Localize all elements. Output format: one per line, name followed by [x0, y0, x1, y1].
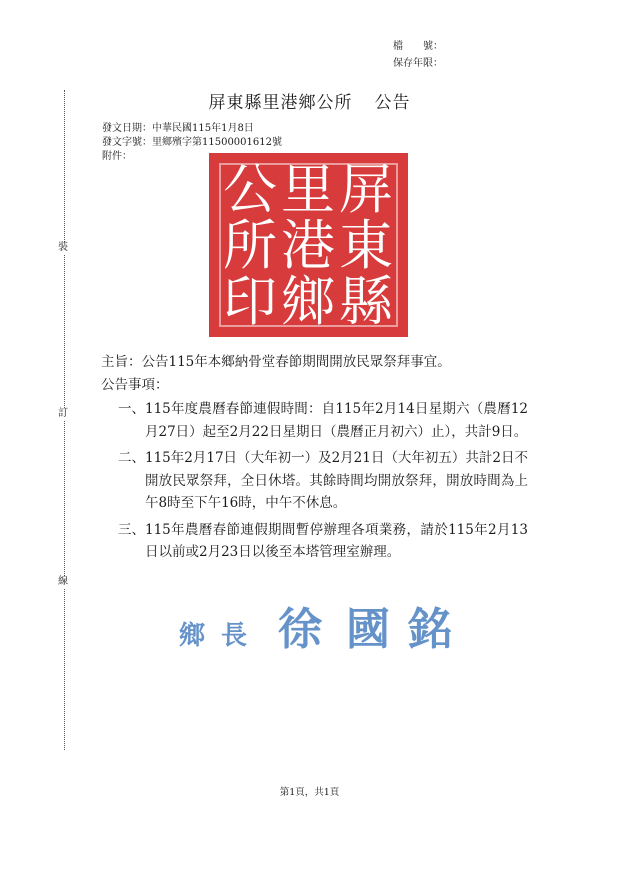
mayor-signature-stamp [168, 598, 468, 654]
seal-glyph: 縣 [339, 270, 393, 333]
announcement-heading: 公告事項： [101, 377, 169, 393]
seal-glyph: 公 [223, 158, 277, 221]
seal-glyph: 里 [281, 158, 335, 221]
seal-glyph: 所 [223, 214, 277, 277]
item-text: 115年度農曆春節連假時間：自115年2月14日星期六（農曆12月27日）起至2月22日星期日（農曆正月初六）止），共計9日。 [145, 401, 528, 440]
page-number: 第1頁，共1頁 [279, 787, 340, 798]
page-title [0, 88, 619, 113]
document-number: 發文字號：里鄉殯字第11500001612號 [102, 137, 282, 148]
binding-mark: 裝 [58, 242, 68, 253]
file-meta [393, 38, 443, 72]
binding-mark: 線 [58, 576, 68, 587]
seal-glyph: 東 [339, 214, 393, 277]
announcement-item [118, 519, 528, 564]
item-number: 二、 [118, 450, 145, 466]
issuing-organization: 屏東縣里港鄉公所 [208, 93, 353, 113]
official-seal [206, 150, 411, 340]
attachment-label: 附件： [102, 151, 132, 162]
binding-mark: 訂 [58, 408, 68, 419]
signature-glyph: 銘 [408, 604, 452, 654]
announcement-items [118, 398, 528, 568]
issue-date: 發文日期：中華民國115年1月8日 [102, 123, 254, 134]
item-text: 115年2月17日（大年初一）及2月21日（大年初五）共計2日不開放民眾祭拜，全日休塔。其餘時間均開放祭拜，開放時間為上午8時至下午16時，中午不休息。 [145, 450, 528, 511]
signature-glyph: 國 [346, 604, 390, 654]
signature-glyph: 長 [220, 621, 248, 651]
seal-glyph: 鄉 [281, 270, 335, 333]
item-number: 三、 [118, 521, 145, 538]
announcement-item [118, 447, 528, 515]
seal-glyph: 屏 [339, 158, 393, 221]
signature-glyph: 徐 [278, 604, 322, 654]
seal-glyph: 印 [223, 270, 277, 333]
document-type: 公告 [374, 93, 411, 113]
item-number: 一、 [118, 401, 145, 417]
binding-line [58, 90, 79, 750]
subject-line: 主旨：公告115年本鄉納骨堂春節期間開放民眾祭拜事宜。 [101, 354, 451, 370]
announcement-item [118, 398, 528, 443]
signature-glyph: 鄉 [178, 621, 206, 651]
file-number-label: 檔 號： [393, 41, 443, 52]
retention-period-label: 保存年限： [393, 58, 443, 69]
seal-glyph: 港 [281, 214, 335, 277]
item-text: 115年農曆春節連假期間暫停辦理各項業務，請於115年2月13日以前或2月23日以後至本塔管理室辦理。 [145, 521, 528, 560]
